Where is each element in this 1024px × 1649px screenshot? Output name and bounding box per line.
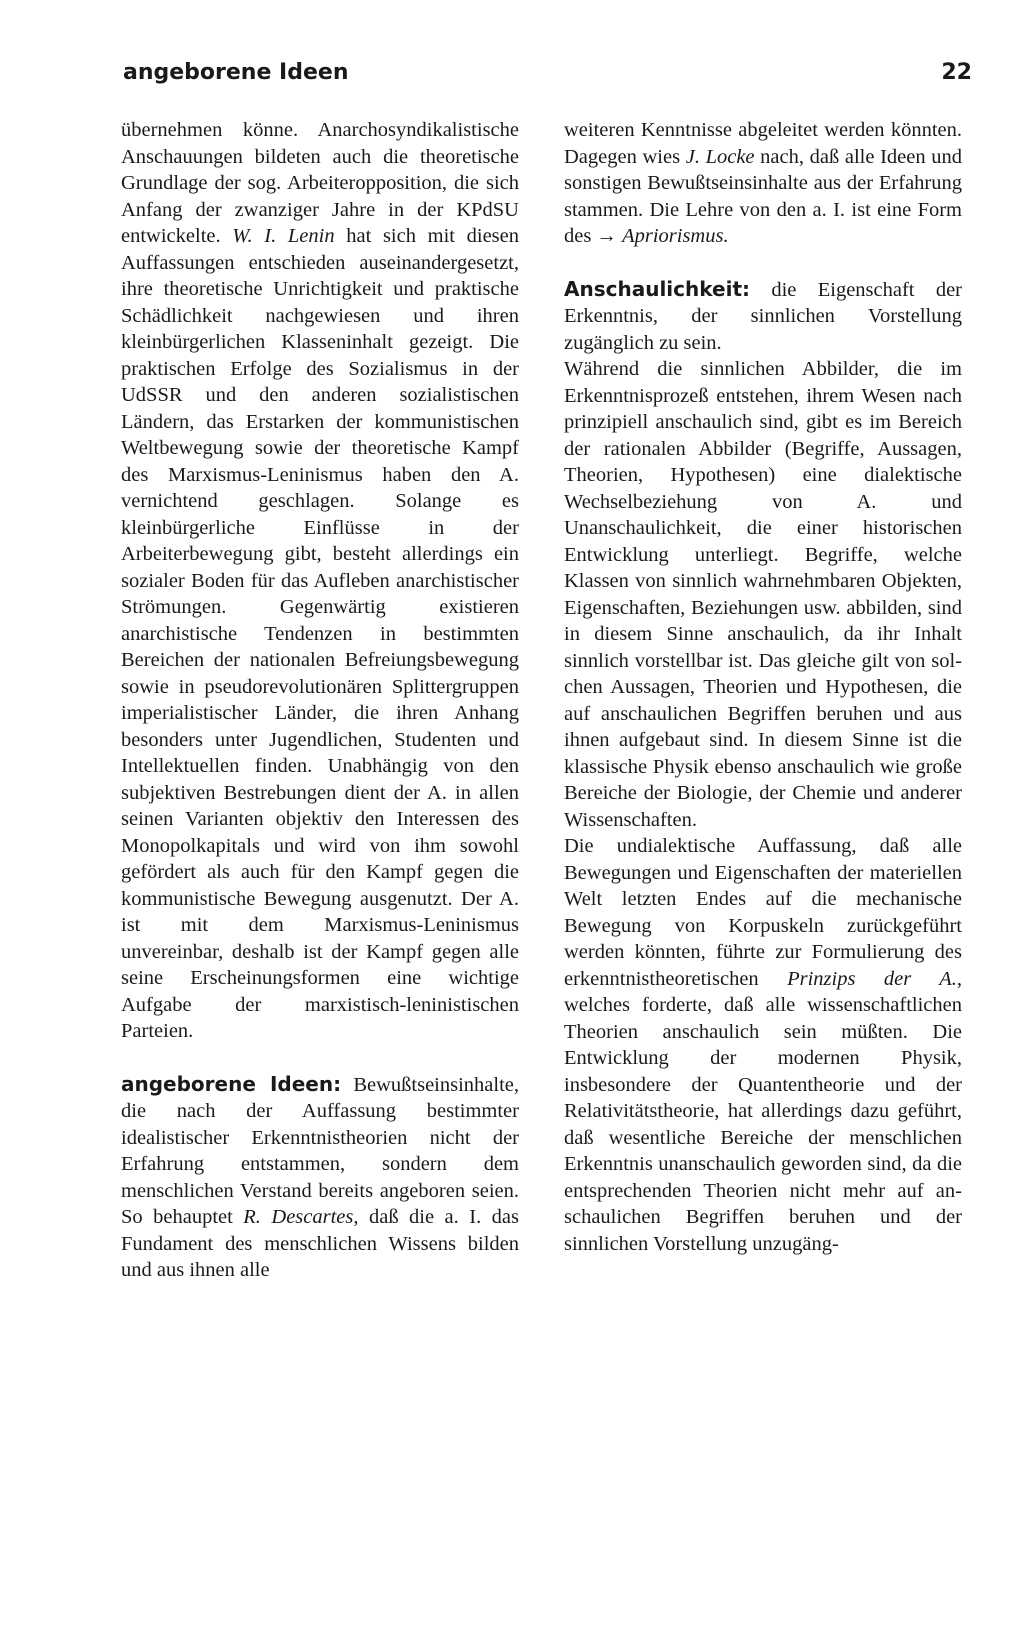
body-text: , welches forderte, daß alle wissenschaftlichen Theorien anschaulich sein müßten. Die Entwicklung der modernen Physik, insbesondere der Quantentheorie und der Relativitätstheorie, hat allerdings dazu geführt, daß wesentliche Bereiche der menschlichen Erkenntnis unanschaulich geworden sind, da die entsprechenden Theorien nicht mehr auf anschaulichen Begriffen beruhen und der sinnlichen Vorstellung unzugäng-: [564, 967, 963, 1255]
body-text: , daß die a. I. das Fundament des menschlichen Wissens bilden und aus ihnen alle: [121, 1206, 519, 1281]
body-text: Bewußtseinsinhalte, die nach der Auffassung bestimmter idealistischer Erkenntnistheorien nicht der Erfahrung entstammen, sondern dem menschlichen Verstand bereits angeboren seien. So behauptet: [121, 1073, 519, 1228]
angeborene-ideen-entry: [121, 1071, 519, 1284]
anarchismus-entry-continuation: [121, 117, 519, 1045]
author-reference: R. Descartes: [243, 1206, 354, 1228]
page-number: 22: [941, 60, 972, 85]
angeborene-ideen-continuation: [564, 117, 962, 250]
paragraph: Während die sinnlichen Abbilder, die im Erkenntnisprozeß entstehen, ihrem Wesen nach prinzipiell anschaulich sind, gibt es im Bereich der rationalen Abbilder (Begriffe, Aussagen, Theorien, Hypothesen) eine dialektische Wechselbeziehung von A. und Unanschaulichkeit, die einer historischen Entwicklung unterliegt. Begriffe, welche Klassen von sinnlich wahrnehmbaren Objekten, Eigenschaften, Beziehungen usw. abbilden, sind in diesem Sinne anschaulich, da ihr Inhalt sinnlich vorstellbar ist. Das gleiche gilt von solchen Aussagen, Theorien und Hypothesen, die auf anschaulichen Begriffen beruhen und aus ihnen aufgebaut sind. In diesem Sinne ist die klassische Physik ebenso anschaulich wie große Bereiche der Biologie, der Chemie und anderer Wissenschaften.: [564, 358, 962, 831]
author-reference: W. I. Lenin: [232, 225, 335, 247]
left-column: [121, 117, 519, 1284]
term-reference: Prinzips der A.: [787, 967, 957, 990]
body-text: Die undialektische Auffassung, daß alle Bewegungen und Eigenschaften der materiellen Welt letzten Endes auf die mechanische Bewegung von Korpuskeln zurückgeführt werden könnten, führte zur Formulierung des erkenntnistheoretischen: [564, 835, 962, 990]
entry-headword: angeborene Ideen:: [121, 1071, 342, 1096]
entry-headword: Anschaulichkeit:: [564, 276, 750, 301]
body-text: nach, daß alle Ideen und sonstigen Bewußtseinsinhalte aus der Erfahrung stammen. Die Lehre von den a. I. ist eine Form des →: [564, 145, 963, 247]
body-text: weiteren Kenntnisse abgeleitet werden könnten. Dagegen wies: [564, 119, 962, 168]
body-text: übernehmen könne. Anarchosyndikalistische Anschauungen bildeten auch die theoretische Grundlage der sog. Arbeiteropposition, die sich Anfang der zwanziger Jahre in der KPdSU entwickelte.: [121, 119, 519, 247]
running-head: angeborene Ideen: [123, 60, 349, 85]
author-reference: J. Locke: [685, 145, 755, 168]
cross-reference: Apriorismus.: [622, 225, 729, 247]
anschaulichkeit-entry: [564, 276, 962, 357]
right-column: [564, 117, 962, 1257]
body-text: die Eigenschaft der Erkenntnis, der sinnlichen Vorstellung zugänglich zu sein.: [564, 278, 963, 354]
paragraph: [564, 833, 962, 1257]
body-text: hat sich mit diesen Auffassungen entschieden auseinandergesetzt, ihre theoretische Unrichtigkeit und praktische Schädlichkeit nachgewiesen und ihren kleinbürgerlichen Klasseninhalt gezeigt. Die praktischen Erfolge des Sozialismus in der UdSSR und den anderen sozialistischen Ländern, das Erstarken der kommunistischen Weltbewegung sowie der theoretische Kampf des Marxismus-Leninismus haben den A. vernichtend geschlagen. Solange es kleinbürgerliche Einflüsse in der Arbeiterbewegung gibt, besteht allerdings ein sozialer Boden für das Aufleben anarchistischer Strömungen. Gegenwärtig existieren anarchistische Tendenzen in bestimmten Bereichen der nationalen Befreiungsbewegung sowie in pseudorevolutionären Splittergruppen imperialistischer Länder, die ihren Anhang besonders unter Jugendlichen, Studenten und Intellektuellen finden. Unabhängig von den subjektiven Bestrebungen dient der A. in allen seinen Varianten objektiv den Interessen des Monopolkapitals und wird von ihm sowohl gefördert als auch für den Kampf gegen die kommunistische Bewegung ausgenutzt. Der A. ist mit dem Marxismus-Leninismus unvereinbar, deshalb ist der Kampf gegen alle seine Erscheinungsformen eine wichtige Aufgabe der marxistisch-leninistischen Parteien.: [121, 225, 520, 1042]
